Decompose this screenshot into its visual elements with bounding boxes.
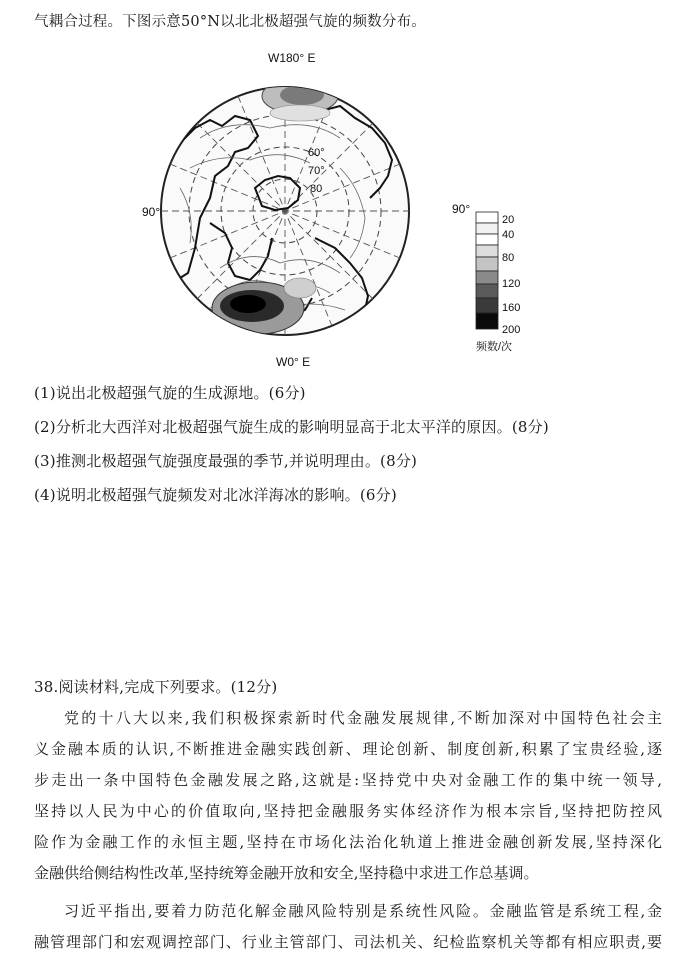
- legend-tick: 200: [502, 324, 521, 336]
- paragraph-line: 步走出一条中国特色金融发展之路,这就是:坚持党中央对金融工作的集中统一领导,: [34, 771, 662, 789]
- paragraph-line: 金融供给侧结构性改革,坚持统筹金融开放和安全,坚持稳中求进工作总基调。: [34, 864, 539, 882]
- map-top-label: W180° E: [268, 51, 316, 65]
- question-4: (4)说明北极超强气旋频发对北冰洋海冰的影响。(6分): [34, 486, 397, 504]
- lat-label-60: 60°: [308, 147, 325, 159]
- map-bottom-label: W0° E: [276, 355, 311, 369]
- question-3: (3)推测北极超强气旋强度最强的季节,并说明理由。(8分): [34, 452, 418, 470]
- legend-caption: 频数/次: [476, 341, 513, 353]
- frequency-legend: [476, 212, 520, 353]
- question-1: (1)说出北极超强气旋的生成源地。(6分): [34, 384, 306, 402]
- paragraph-line: 坚持以人民为中心的价值取向,坚持把金融服务实体经济作为根本宗旨,坚持把防控风: [34, 802, 662, 820]
- legend-tick: 80: [502, 252, 515, 264]
- paragraph-line: 党的十八大以来,我们积极探索新时代金融发展规律,不断加深对中国特色社会主: [64, 709, 662, 727]
- paragraph-line: 义金融本质的认识,不断推进金融实践创新、理论创新、制度创新,积累了宝贵经验,逐: [34, 740, 662, 758]
- paragraph-line: 险作为金融工作的永恒主题,坚持在市场化法治化轨道上推进金融创新发展,坚持深化: [34, 833, 662, 851]
- arctic-cyclone-map: [140, 48, 540, 370]
- map-right-label: 90°: [452, 202, 471, 216]
- q38-paragraph-1: [34, 703, 662, 889]
- paragraph-line: 融管理部门和宏观调控部门、行业主管部门、司法机关、纪检监察机关等都有相应职责,要: [34, 933, 662, 951]
- legend-tick: 160: [502, 302, 521, 314]
- legend-tick: 20: [502, 214, 515, 226]
- polar-map-figure: [140, 48, 540, 370]
- question-2: (2)分析北大西洋对北极超强气旋生成的影响明显高于北太平洋的原因。(8分): [34, 418, 549, 436]
- map-left-label: 90°: [142, 205, 161, 219]
- q38-paragraph-2: [34, 896, 662, 958]
- lat-label-80: 80: [310, 183, 323, 195]
- legend-tick: 40: [502, 229, 515, 241]
- legend-tick: 120: [502, 278, 521, 290]
- lat-label-70: 70°: [308, 165, 325, 177]
- paragraph-line: 习近平指出,要着力防范化解金融风险特别是系统性风险。金融监管是系统工程,金: [64, 902, 662, 920]
- intro-text: 气耦合过程。下图示意50°N以北北极超强气旋的频数分布。: [34, 14, 426, 30]
- q38-title: 38.阅读材料,完成下列要求。(12分): [34, 678, 278, 696]
